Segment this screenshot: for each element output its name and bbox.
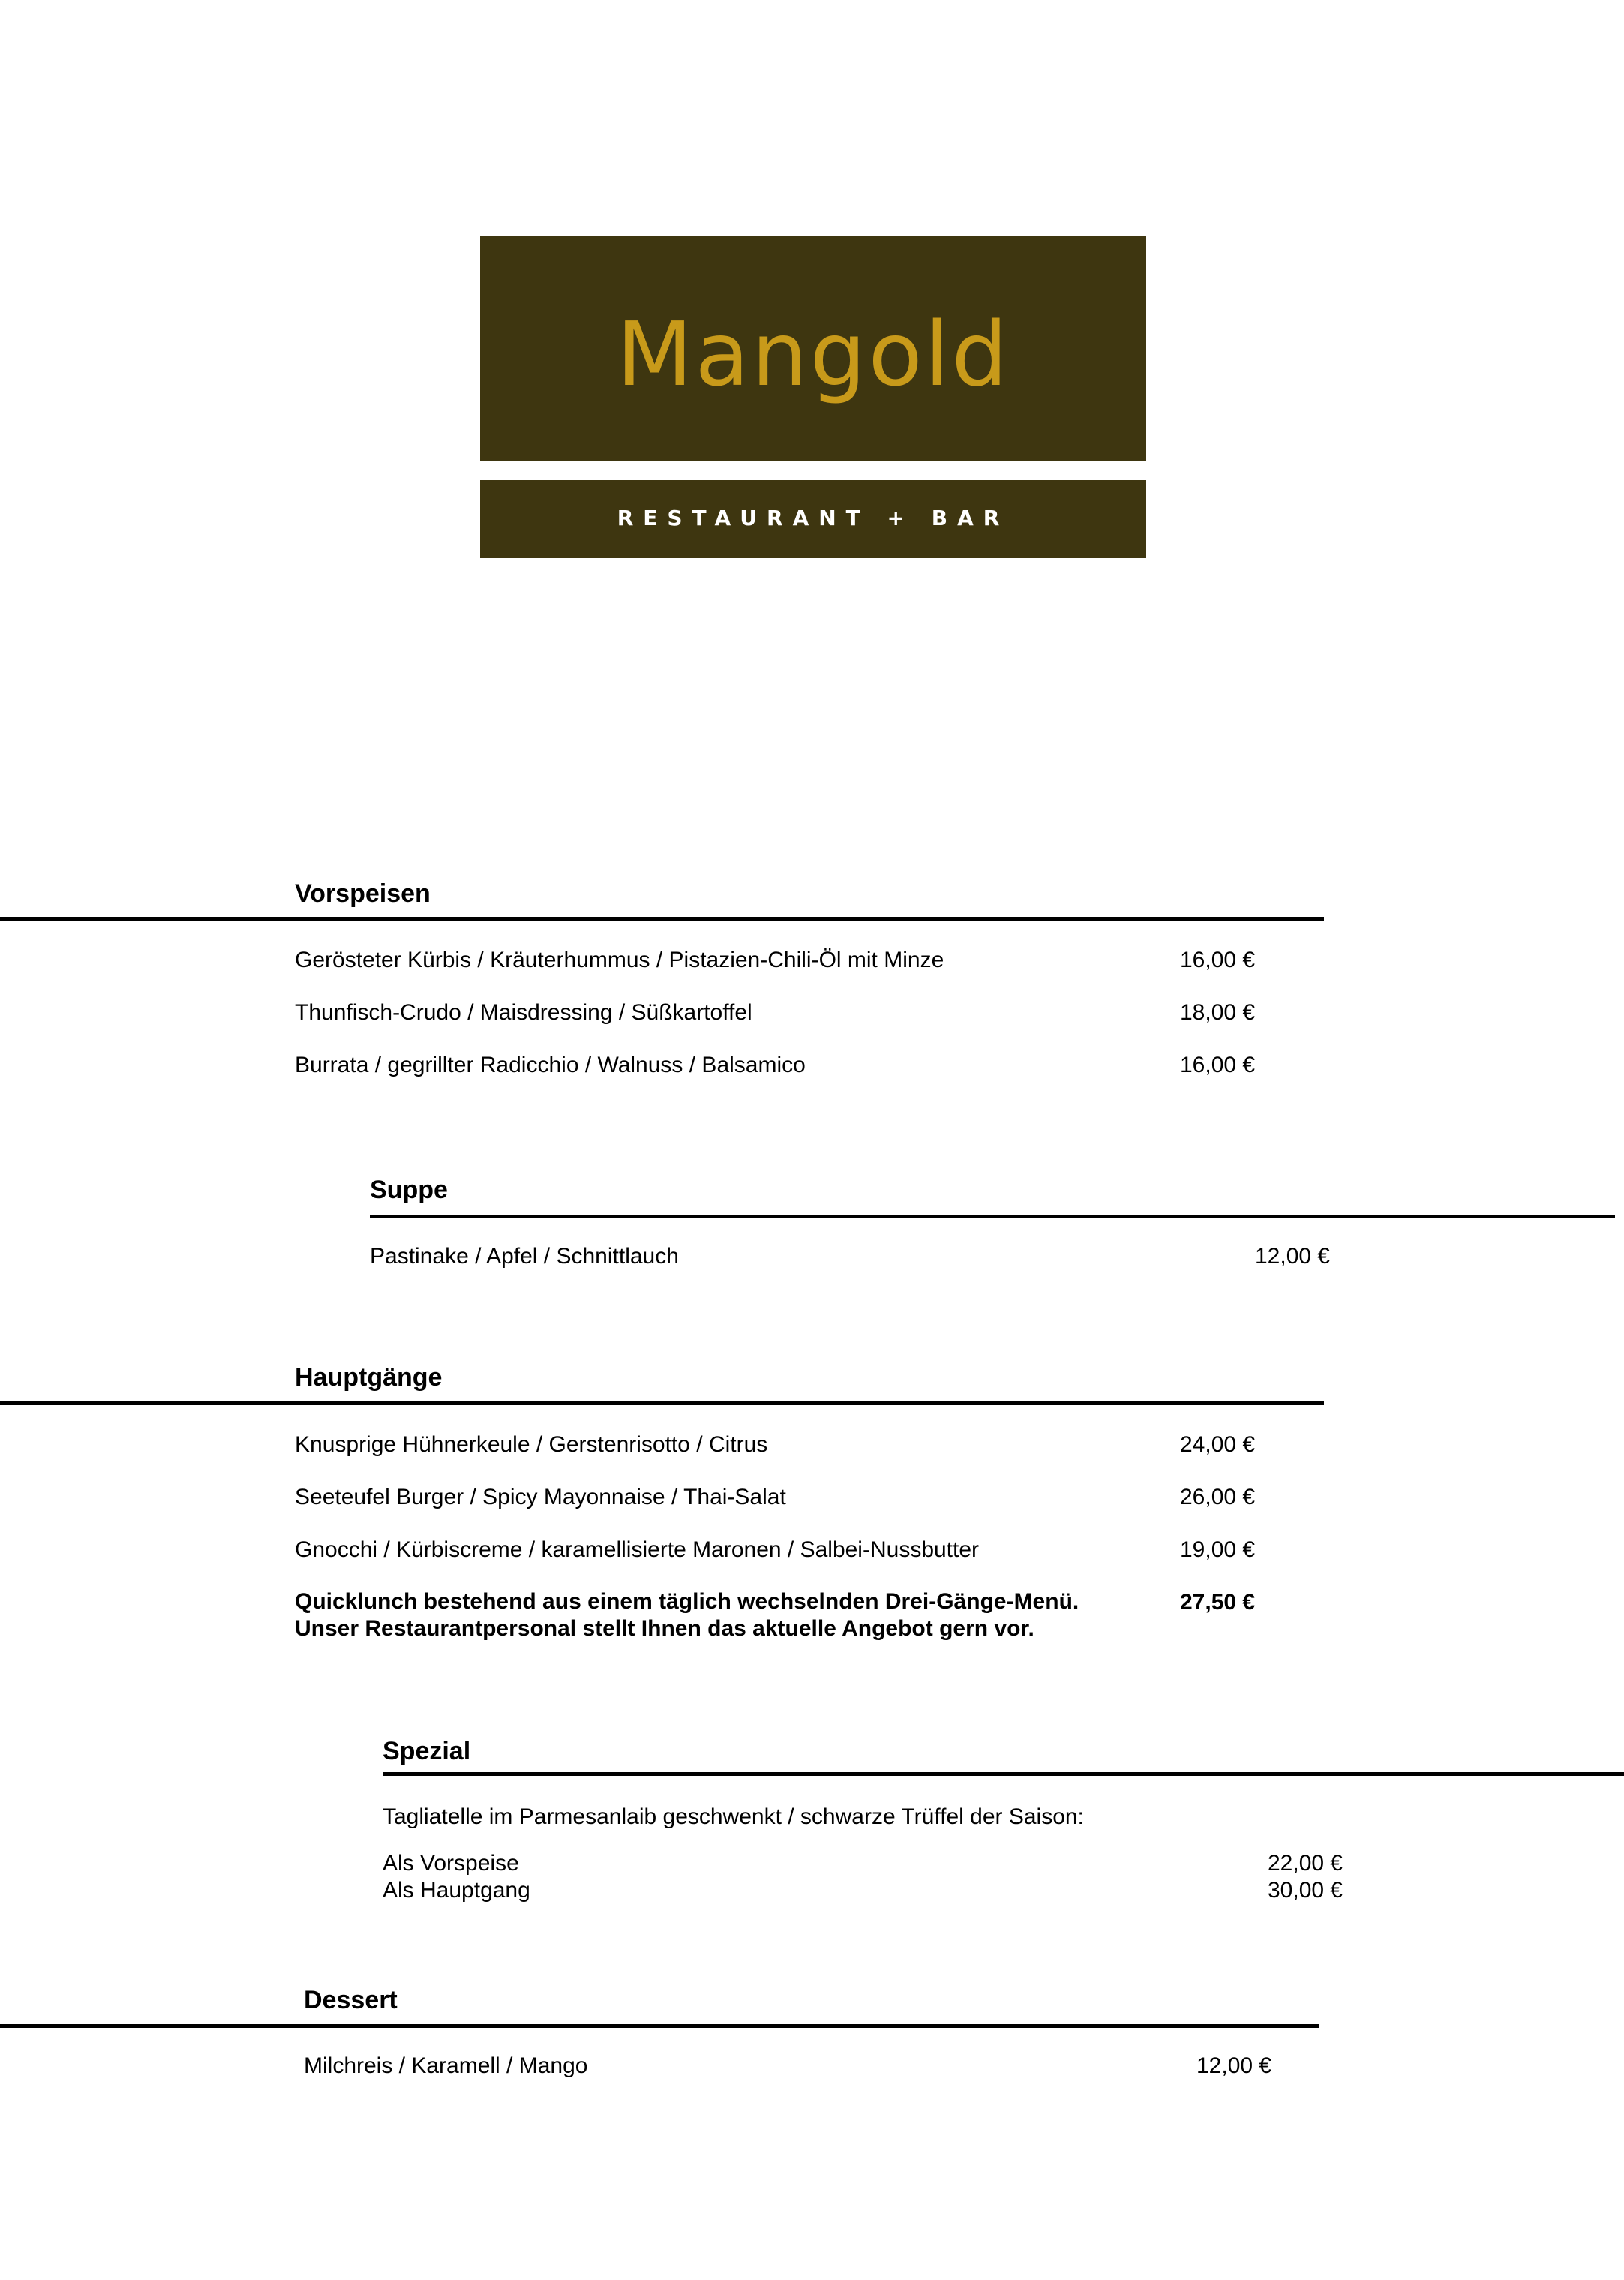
section-heading-hauptgaenge: Hauptgänge xyxy=(295,1363,443,1392)
section-heading-vorspeisen: Vorspeisen xyxy=(295,879,431,908)
divider-hauptgaenge xyxy=(0,1401,1324,1405)
menu-item-price: 18,00 € xyxy=(1180,1000,1256,1025)
spezial-option-price: 22,00 € xyxy=(1268,1851,1343,1876)
divider-suppe xyxy=(370,1215,1615,1218)
menu-item-name: Thunfisch-Crudo / Maisdressing / Süßkartoffel xyxy=(295,1000,752,1025)
spezial-option-price: 30,00 € xyxy=(1268,1878,1343,1903)
menu-item-price: 12,00 € xyxy=(1196,2053,1272,2078)
quicklunch-line-2: Unser Restaurantpersonal stellt Ihnen das aktuelle Angebot gern vor. xyxy=(295,1616,1034,1641)
divider-vorspeisen xyxy=(0,917,1324,921)
menu-item-price: 26,00 € xyxy=(1180,1485,1256,1509)
menu-item-price: 12,00 € xyxy=(1255,1244,1331,1269)
logo-subtitle-panel xyxy=(480,480,1146,558)
menu-item-price: 16,00 € xyxy=(1180,1053,1256,1077)
menu-item-name: Seeteufel Burger / Spicy Mayonnaise / Thai-Salat xyxy=(295,1485,786,1509)
section-heading-dessert: Dessert xyxy=(304,1986,398,2014)
quicklunch-line-1: Quicklunch bestehend aus einem täglich wechselnden Drei-Gänge-Menü. xyxy=(295,1589,1079,1614)
spezial-option-name: Als Hauptgang xyxy=(383,1878,530,1903)
section-heading-suppe: Suppe xyxy=(370,1176,448,1204)
menu-item-name: Knusprige Hühnerkeule / Gerstenrisotto / Citrus xyxy=(295,1432,768,1457)
menu-item-name: Burrata / gegrillter Radicchio / Walnuss / Balsamico xyxy=(295,1053,806,1077)
spezial-description: Tagliatelle im Parmesanlaib geschwenkt / schwarze Trüffel der Saison: xyxy=(383,1804,1084,1829)
menu-item-price: 24,00 € xyxy=(1180,1432,1256,1457)
menu-item-name: Gnocchi / Kürbiscreme / karamellisierte Maronen / Salbei-Nussbutter xyxy=(295,1537,980,1562)
restaurant-logo-subtitle: RESTAURANT + BAR xyxy=(617,506,1010,530)
section-heading-spezial: Spezial xyxy=(383,1737,471,1765)
menu-item-name: Milchreis / Karamell / Mango xyxy=(304,2053,588,2078)
divider-spezial xyxy=(383,1772,1624,1776)
quicklunch-description xyxy=(295,1588,1079,1642)
menu-item-name: Pastinake / Apfel / Schnittlauch xyxy=(370,1244,679,1269)
restaurant-logo-name: Mangold xyxy=(616,302,1010,406)
divider-dessert xyxy=(0,2024,1319,2028)
menu-item-price: 16,00 € xyxy=(1180,948,1256,972)
spezial-option-name: Als Vorspeise xyxy=(383,1851,519,1876)
quicklunch-price: 27,50 € xyxy=(1180,1590,1256,1615)
menu-item-name: Gerösteter Kürbis / Kräuterhummus / Pistazien-Chili-Öl mit Minze xyxy=(295,948,944,972)
logo-name-panel xyxy=(480,236,1146,461)
menu-item-price: 19,00 € xyxy=(1180,1537,1256,1562)
